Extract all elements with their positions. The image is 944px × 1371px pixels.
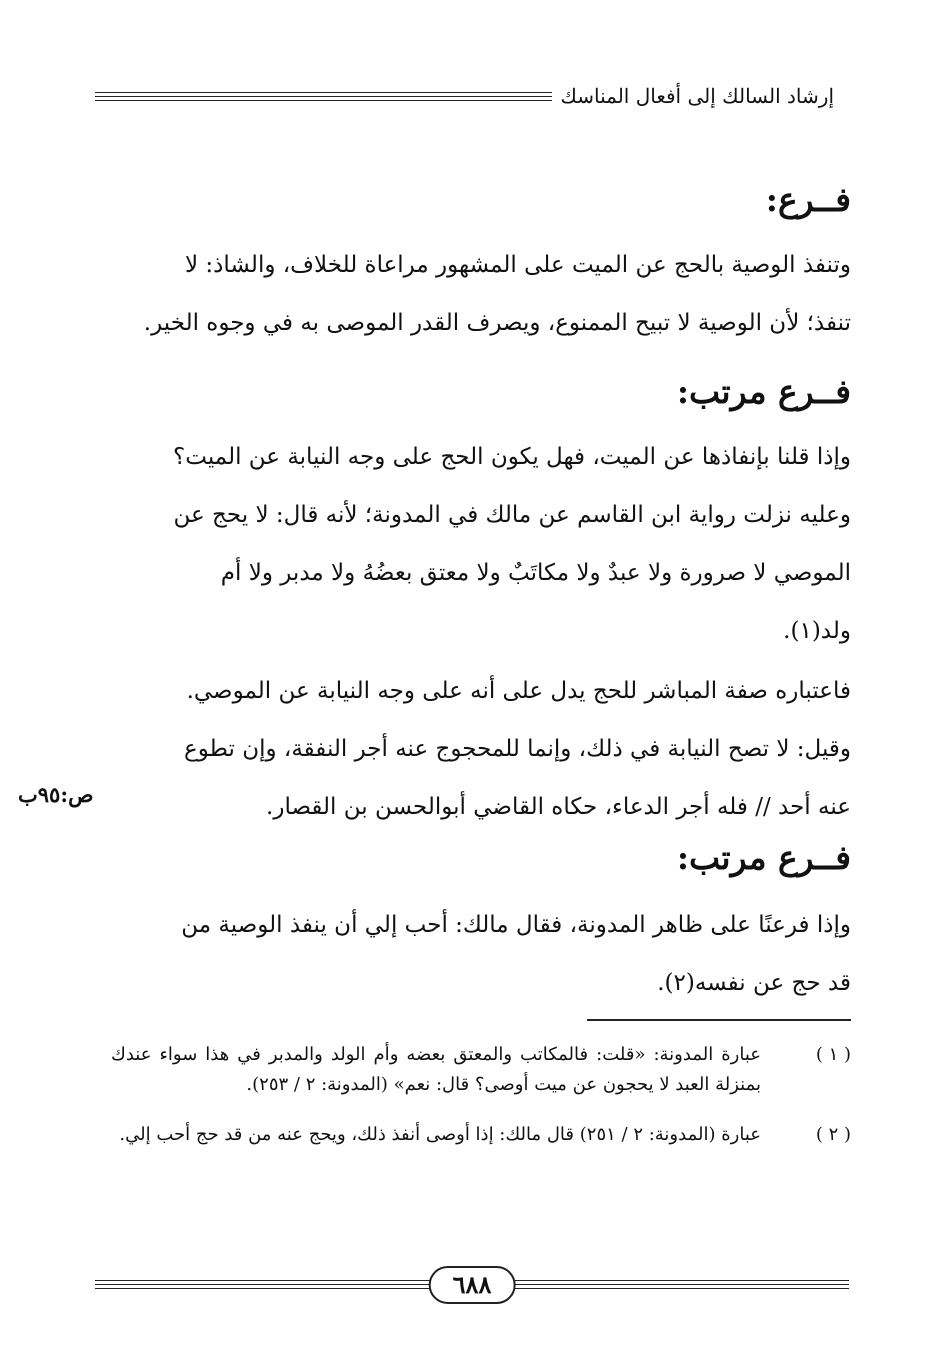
section-heading-1: فــرع: (765, 180, 851, 219)
text-line: عنه أحد // فله أجر الدعاء، حكاه القاضي أبوالحسن بن القصار. (266, 794, 851, 820)
footnote-2 (111, 1120, 851, 1150)
page-footer (95, 1266, 849, 1306)
footnote-text: عبارة (المدونة: ٢ / ٢٥١) قال مالك: إذا أوصى أنفذ ذلك، ويحج عنه من قد حج أحب إلي. (119, 1124, 761, 1145)
footnotes (111, 1040, 851, 1170)
section-3-text (111, 896, 851, 1012)
text-line: وإذا فرعنًا على ظاهر المدونة، فقال مالك: أحب إلي أن ينفذ الوصية من (181, 912, 851, 938)
footnote-number: ( ١ ) (815, 1044, 851, 1065)
text-line: وإذا قلنا بإنفاذها عن الميت، فهل يكون الحج على وجه النيابة عن الميت؟ (173, 444, 851, 470)
running-header-title: إرشاد السالك إلى أفعال المناسك (552, 82, 834, 110)
section-2-text (111, 428, 851, 660)
text-line: وتنفذ الوصية بالحج عن الميت على المشهور مراعاة للخلاف، والشاذ: لا (184, 252, 851, 278)
page-number: ٦٨٨ (429, 1266, 516, 1304)
footnote-separator (587, 1019, 851, 1021)
section-heading-3: فــرع مرتب: (676, 838, 851, 877)
section-heading-2: فــرع مرتب: (676, 372, 851, 411)
text-line: فاعتباره صفة المباشر للحج يدل على أنه على وجه النيابة عن الموصي. (186, 678, 851, 704)
text-line: وعليه نزلت رواية ابن القاسم عن مالك في المدونة؛ لأنه قال: لا يحج عن (173, 502, 851, 528)
text-line: ولد(١). (783, 618, 851, 644)
running-header (95, 82, 834, 110)
footnote-1 (111, 1040, 851, 1100)
section-1-text (111, 236, 851, 352)
manuscript-folio-note: ص:٩٥ب (18, 782, 94, 807)
text-line: وقيل: لا تصح النيابة في ذلك، وإنما للمحجوج عنه أجر النفقة، وإن تطوع (184, 736, 851, 762)
text-line: تنفذ؛ لأن الوصية لا تبيح الممنوع، ويصرف القدر الموصى به في وجوه الخير. (143, 310, 851, 336)
footnote-text: عبارة المدونة: «قلت: فالمكاتب والمعتق بعضه وأم الولد والمدبر في هذا سواء عندك بمنزلة العبد لا يحجون عن ميت أوصى؟ قال: نعم» (المدونة: ٢ / ٢٥٣). (111, 1044, 761, 1095)
section-2-text-continued (111, 662, 851, 836)
footnote-number: ( ٢ ) (815, 1124, 851, 1145)
text-line: الموصي لا صرورة ولا عبدٌ ولا مكاتَبٌ ولا معتق بعضُهُ ولا مدبر ولا أم (220, 560, 851, 586)
text-line: قد حج عن نفسه(٢). (657, 970, 851, 996)
